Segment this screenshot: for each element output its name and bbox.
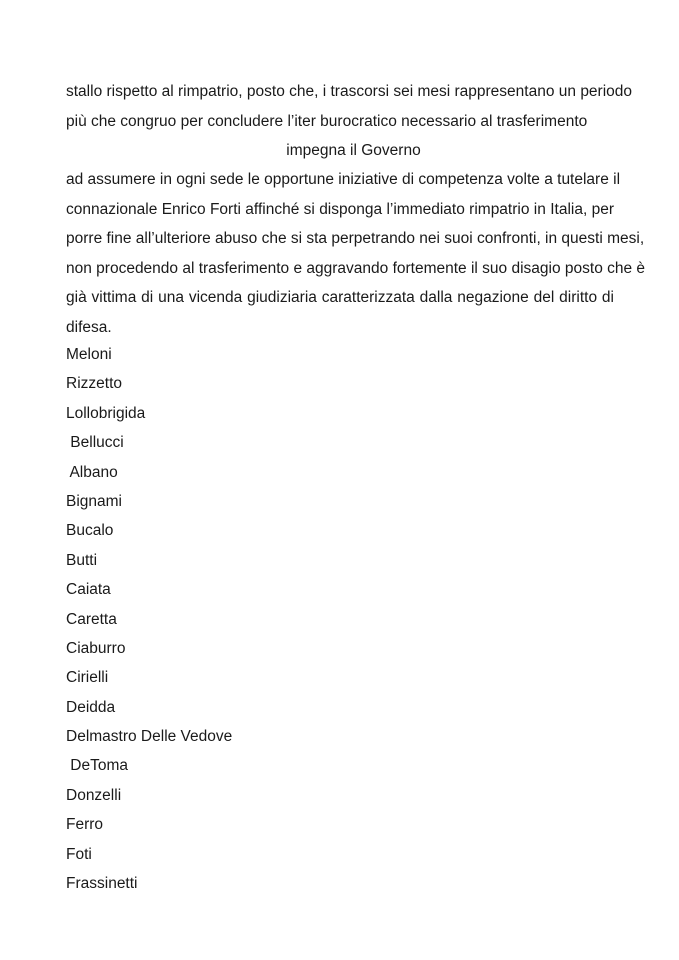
signatory: Caiata (66, 581, 111, 599)
signatory: Meloni (66, 346, 112, 363)
paragraph-1-line: stallo rispetto al rimpatrio, posto che, i trascorsi sei mesi rappresentano un periodo (66, 83, 633, 100)
signatory: Frassinetti (66, 875, 138, 893)
paragraph-2-line: già vittima di una vicenda giudiziaria caratterizzata dalla negazione del diritto di (66, 289, 614, 306)
signatory: Lollobrigida (66, 404, 146, 422)
signatory: Bignami (66, 492, 122, 510)
paragraph-2-line: ad assumere in ogni sede le opportune iniziative di competenza volte a tutelare il (66, 171, 621, 188)
signatory: Ferro (66, 816, 104, 834)
signatory: Delmastro Delle Vedove (66, 728, 233, 746)
signatories-list (66, 340, 232, 898)
signatory: Bellucci (66, 434, 124, 452)
signatory: Cirielli (66, 669, 109, 687)
section-heading (0, 136, 679, 166)
paragraph-2-line: difesa. (66, 318, 112, 336)
signatory: Bucalo (66, 522, 114, 540)
heading-text: impegna il Governo (286, 142, 421, 159)
paragraph-2 (66, 165, 646, 342)
signatory: Donzelli (66, 786, 122, 804)
signatory: Rizzetto (66, 375, 122, 393)
paragraph-2-line: non procedendo al trasferimento e aggravando fortemente il suo disagio posto che è (66, 259, 646, 277)
signatory: Butti (66, 551, 98, 569)
paragraph-1-line: più che congruo per concludere l’iter burocratico necessario al trasferimento (66, 112, 588, 130)
signatory: Ciaburro (66, 639, 126, 657)
paragraph-2-line: porre fine all’ulteriore abuso che si sta perpetrando nei suoi confronti, in questi mesi, (66, 230, 645, 247)
signatory: Deidda (66, 698, 116, 716)
signatory: Albano (66, 463, 118, 481)
paragraph-1 (66, 77, 633, 136)
signatory: DeToma (66, 757, 129, 775)
paragraph-2-line: connazionale Enrico Forti affinché si disponga l’immediato rimpatrio in Italia, per (66, 200, 614, 218)
signatory: Caretta (66, 610, 117, 628)
signatory: Foti (66, 845, 92, 863)
